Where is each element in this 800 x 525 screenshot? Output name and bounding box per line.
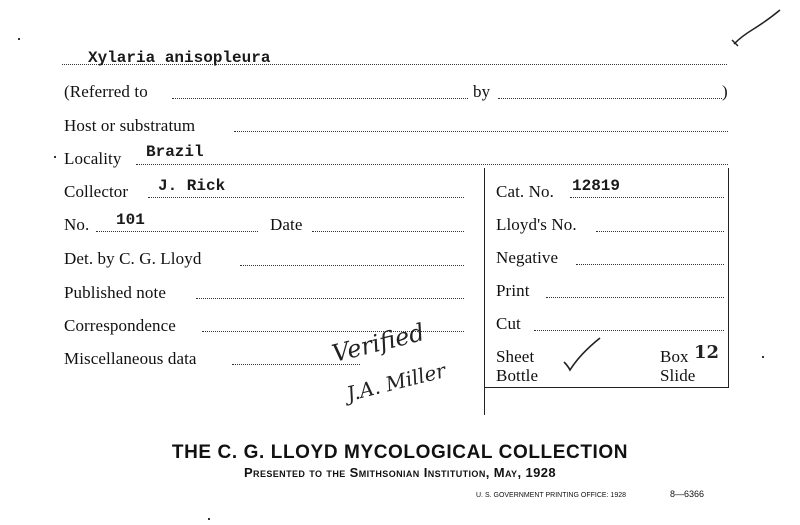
printing-office-imprint: U. S. GOVERNMENT PRINTING OFFICE: 1928 <box>476 492 627 499</box>
verified-annotation: Verified <box>329 318 428 368</box>
date-label: Date <box>270 215 303 234</box>
det-line <box>240 265 464 266</box>
number-label: No. <box>64 215 90 234</box>
correspondence-label: Correspondence <box>64 316 176 335</box>
box-bottom-border <box>484 387 729 388</box>
collection-title: THE C. G. LLOYD MYCOLOGICAL COLLECTION <box>171 442 629 463</box>
verifier-signature: J.A. Miller <box>344 358 449 406</box>
negative-line <box>576 264 724 265</box>
form-number: 8—6366 <box>670 489 705 499</box>
sheet-label: Sheet <box>496 347 535 366</box>
bottle-label: Bottle <box>496 366 539 385</box>
species-name: Xylaria anisopleura <box>88 49 271 67</box>
scan-speck <box>18 38 20 40</box>
box-right-border <box>728 168 729 388</box>
number-line <box>96 231 258 232</box>
by-line <box>498 98 722 99</box>
box-left-border <box>484 168 485 415</box>
box-value: 12 <box>694 342 720 363</box>
collector-line <box>148 197 464 198</box>
lloyds-no-line <box>596 231 724 232</box>
box-label: Box <box>660 347 689 366</box>
collector-label: Collector <box>64 182 129 201</box>
collector-value: J. Rick <box>158 177 226 195</box>
number-value: 101 <box>116 211 145 229</box>
cat-no-label: Cat. No. <box>496 182 554 201</box>
lloyds-no-label: Lloyd's No. <box>496 215 577 234</box>
host-line <box>234 131 728 132</box>
published-label: Published note <box>64 283 166 302</box>
locality-value: Brazil <box>146 143 204 161</box>
species-line <box>62 64 727 65</box>
by-label: by <box>473 82 491 101</box>
cat-no-line <box>570 197 724 198</box>
host-label: Host or substratum <box>64 116 196 135</box>
referred-label: (Referred to <box>64 82 148 101</box>
date-line <box>312 231 464 232</box>
scan-speck <box>762 356 764 358</box>
print-label: Print <box>496 281 530 300</box>
scan-speck <box>208 518 210 520</box>
cat-no-value: 12819 <box>572 177 621 195</box>
print-line <box>546 297 724 298</box>
check-mark-icon <box>560 336 604 376</box>
cut-label: Cut <box>496 314 521 333</box>
referred-close: ) <box>722 82 728 101</box>
slide-label: Slide <box>660 366 696 385</box>
published-line <box>196 298 464 299</box>
correspondence-line <box>202 331 464 332</box>
locality-line <box>136 164 728 165</box>
det-label: Det. by C. G. Lloyd <box>64 249 202 268</box>
negative-label: Negative <box>496 248 559 267</box>
pen-mark-icon <box>728 6 784 50</box>
locality-label: Locality <box>64 149 122 168</box>
scan-speck <box>54 156 56 158</box>
collection-subtitle: Presented to the Smithsonian Institution, May, 1928 <box>243 465 556 480</box>
referred-line <box>172 98 468 99</box>
misc-label: Miscellaneous data <box>64 349 197 368</box>
cut-line <box>534 330 724 331</box>
